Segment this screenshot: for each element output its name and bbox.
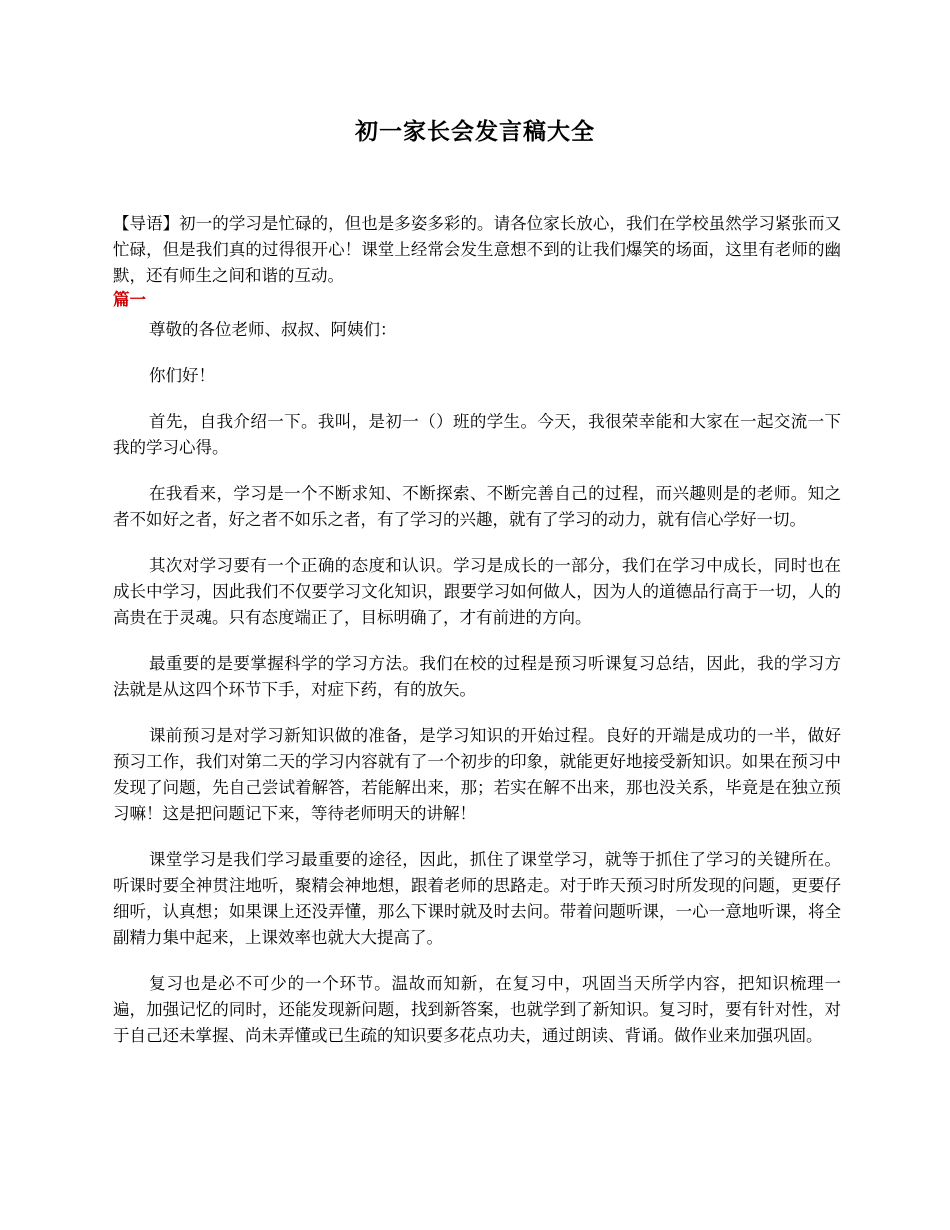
body-paragraph: 课前预习是对学习新知识做的准备，是学习知识的开始过程。良好的开端是成功的一半，做好预习工作，我们对第二天的学习内容就有了一个初步的印象，就能更好地接受新知识。如果在预习中发现了问题，先自己尝试着解答，若能解出来，那；若实在解不出来，那也没关系，毕竟是在独立预习嘛！这是把问题记下来，等待老师明天的讲解！ bbox=[113, 726, 841, 823]
greeting-paragraph: 你们好！ bbox=[149, 366, 215, 385]
salutation-paragraph: 尊敬的各位老师、叔叔、阿姨们： bbox=[149, 320, 397, 339]
body-paragraph: 最重要的是要掌握科学的学习方法。我们在校的过程是预习听课复习总结，因此，我的学习方法就是从这四个环节下手，对症下药，有的放矢。 bbox=[113, 654, 841, 699]
body-paragraph: 其次对学习要有一个正确的态度和认识。学习是成长的一部分，我们在学习中成长，同时也在成长中学习，因此我们不仅要学习文化知识，跟要学习如何做人，因为人的道德品行高于一切，人的高贵在于灵魂。只有态度端正了，目标明确了，才有前进的方向。 bbox=[113, 556, 841, 627]
document-body bbox=[113, 211, 841, 1069]
section-label: 篇一 bbox=[113, 290, 146, 309]
body-paragraph: 复习也是必不可少的一个环节。温故而知新，在复习中，巩固当天所学内容，把知识梳理一遍，加强记忆的同时，还能发现新问题，找到新答案，也就学到了新知识。复习时，要有针对性，对于自己还未掌握、尚未弄懂或已生疏的知识要多花点功夫，通过朗读、背诵。做作业来加强巩固。 bbox=[113, 974, 841, 1045]
body-paragraph: 课堂学习是我们学习最重要的途径，因此，抓住了课堂学习，就等于抓住了学习的关键所在。听课时要全神贯注地听，聚精会神地想，跟着老师的思路走。对于昨天预习时所发现的问题，更要仔细听，认真想；如果课上还没弄懂，那么下课时就及时去问。带着问题听课，一心一意地听课，将全副精力集中起来，上课效率也就大大提高了。 bbox=[113, 850, 841, 947]
body-paragraph: 在我看来，学习是一个不断求知、不断探索、不断完善自己的过程，而兴趣则是的老师。知之者不如好之者，好之者不如乐之者，有了学习的兴趣，就有了学习的动力，就有信心学好一切。 bbox=[113, 484, 841, 529]
intro-paragraph: 【导语】初一的学习是忙碌的，但也是多姿多彩的。请各位家长放心，我们在学校虽然学习紧张而又忙碌，但是我们真的过得很开心！课堂上经常会发生意想不到的让我们爆笑的场面，这里有老师的幽默，还有师生之间和谐的互动。 bbox=[113, 214, 841, 285]
page-title: 初一家长会发言稿大全 bbox=[355, 118, 595, 145]
body-paragraph: 首先，自我介绍一下。我叫，是初一（）班的学生。今天，我很荣幸能和大家在一起交流一下我的学习心得。 bbox=[113, 412, 841, 457]
